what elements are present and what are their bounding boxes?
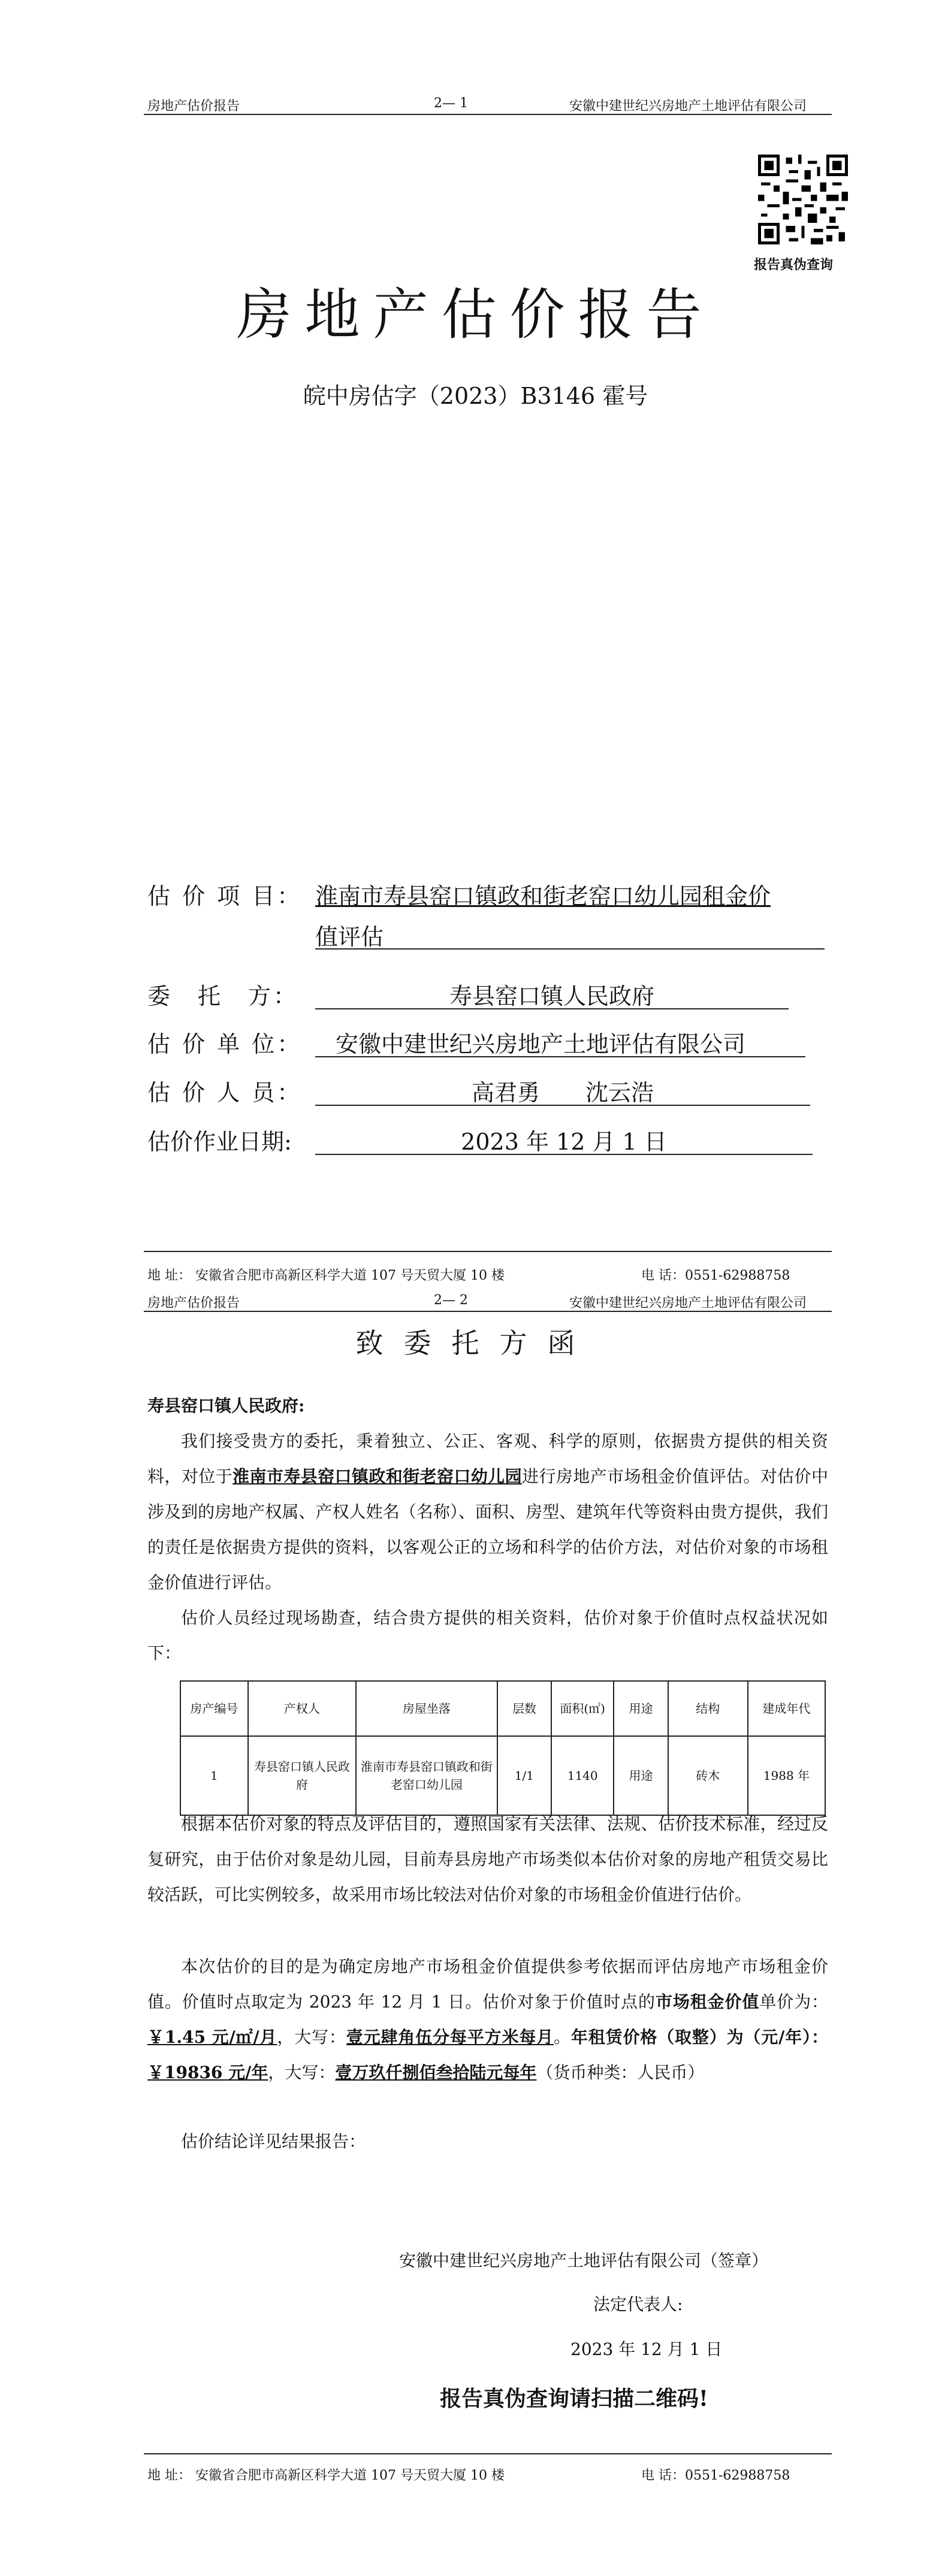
column-header: 结构 [668,1681,748,1736]
addressee: 寿县窑口镇人民政府: [147,1396,305,1416]
qr-code-icon[interactable] [758,155,848,244]
column-header: 建成年代 [748,1681,825,1736]
footer-address: 地 址： 安徽省合肥市高新区科学大道 107 号天贸大厦 10 楼 [147,1268,505,1283]
table-row [180,1736,825,1815]
field-value-project-line2: 值评估 [315,924,384,950]
footer-phone: 电 话：0551-62988758 [641,1268,790,1283]
field-underline [315,1154,813,1155]
header-page-number: 2— 2 [434,1293,468,1308]
header-right: 安徽中建世纪兴房地产土地评估有限公司 [569,99,807,114]
table-cell: 1988 年 [748,1736,825,1815]
field-label-appraisers: 估 价 人 员： [147,1080,303,1106]
header-left: 房地产估价报告 [147,1296,240,1311]
field-value-client: 寿县窑口镇人民政府 [449,983,654,1009]
header-rule [144,114,832,115]
column-header: 房屋坐落 [356,1681,497,1736]
field-label-date: 估价作业日期: [147,1129,292,1155]
table-cell: 用途 [614,1736,668,1815]
field-value-project-line1: 淮南市寿县窑口镇政和街老窑口幼儿园租金价 [315,883,771,909]
signer: 安徽中建世纪兴房地产土地评估有限公司（签章） [399,2251,769,2270]
footer-rule [144,2453,832,2454]
footer-rule [144,1251,832,1252]
table-cell: 1140 [551,1736,614,1815]
header-rule [144,1311,832,1312]
legal-representative: 法定代表人: [593,2294,683,2314]
letter-title: 致委托方函 [355,1327,596,1359]
header-page-number: 2— 1 [434,96,468,111]
paragraph-4: 本次估价的目的是为确定房地产市场租金价值提供参考依据而评估房地产市场租金价值。价值时点取定为 2023 年 12 月 1 日。估价对象于价值时点的市场租金价值单价为：￥1.45 元/㎡/月，大写：壹元肆角伍分每平方米每月。年租赁价格（取整）为（元/年）：￥19836 元/年，大写：壹万玖仟捌佰叁拾陆元每年（货币种类：人民币） [147,1957,828,2082]
table-cell: 寿县窑口镇人民政府 [248,1736,356,1815]
field-underline [315,1105,810,1106]
field-value-unit: 安徽中建世纪兴房地产土地评估有限公司 [336,1031,746,1057]
paragraph-5: 估价结论详见结果报告： [181,2131,366,2151]
column-header: 用途 [614,1681,668,1736]
authenticity-notice: 报告真伪查询请扫描二维码! [440,2386,708,2411]
field-value-date: 2023 年 12 月 1 日 [461,1129,667,1155]
column-header: 房产编号 [180,1681,248,1736]
footer-address: 地 址： 安徽省合肥市高新区科学大道 107 号天贸大厦 10 楼 [147,2468,505,2483]
table-cell: 1 [180,1736,248,1815]
paragraph-3: 根据本估价对象的特点及评估目的，遵照国家有关法律、法规、估价技术标准，经过反复研究，由于估价对象是幼儿园，目前寿县房地产市场类似本估价对象的房地产租赁交易比较活跃，可比实例较多，故采用市场比较法对估价对象的市场租金价值进行估价。 [147,1814,828,1904]
footer-phone: 电 话：0551-62988758 [641,2468,790,2483]
column-header: 层数 [497,1681,551,1736]
column-header: 产权人 [248,1681,356,1736]
paragraph-1: 我们接受贵方的委托，秉着独立、公正、客观、科学的原则，依据贵方提供的相关资料，对位于淮南市寿县窑口镇政和街老窑口幼儿园进行房地产市场租金价值评估。对估价中涉及到的房地产权属、产权人姓名（名称）、面积、房型、建筑年代等资料由贵方提供，我们的责任是依据贵方提供的资料，以客观公正的立场和科学的估价方法，对估价对象的市场租金价值进行评估。 [147,1431,828,1592]
header-left: 房地产估价报告 [147,99,240,114]
table-cell: 1/1 [497,1736,551,1815]
field-label-client: 委 托 方： [147,983,299,1009]
letter-date: 2023 年 12 月 1 日 [570,2339,723,2359]
property-table [180,1680,826,1816]
report-title: 房地产估价报告 [236,283,715,347]
column-header: 面积(㎡) [551,1681,614,1736]
field-underline [315,1008,789,1009]
table-cell: 淮南市寿县窑口镇政和街老窑口幼儿园 [356,1736,497,1815]
header-right: 安徽中建世纪兴房地产土地评估有限公司 [569,1296,807,1311]
field-label-project: 估 价 项 目： [147,883,303,909]
table-cell: 砖木 [668,1736,748,1815]
field-underline [315,948,825,950]
field-value-appraisers: 高君勇 沈云浩 [471,1080,654,1106]
table-header-row [180,1681,825,1736]
field-label-unit: 估 价 单 位： [147,1031,303,1057]
field-underline [315,1056,805,1057]
paragraph-2: 估价人员经过现场勘查，结合贵方提供的相关资料，估价对象于价值时点权益状况如下： [147,1608,828,1663]
qr-label: 报告真伪查询 [754,257,834,273]
document-number: 皖中房估字（2023）B3146 霍号 [303,383,648,409]
